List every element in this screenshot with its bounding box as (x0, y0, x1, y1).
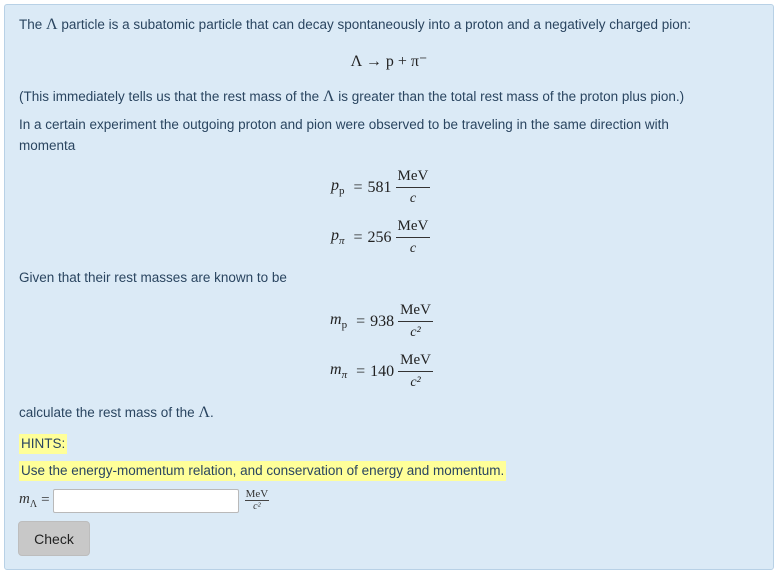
task-text-before: calculate the rest mass of the (19, 405, 199, 420)
mass-symbol: $m_\pi$ (330, 361, 348, 382)
task-text-after: . (209, 405, 214, 420)
equals-sign: = (356, 362, 366, 380)
note-text-before: (This immediately tells us that the rest mass of the (19, 89, 323, 104)
masses-intro: Given that their rest masses are known to be (19, 270, 287, 285)
note-paragraph (19, 87, 684, 107)
problem-panel (4, 4, 774, 570)
intro-text-after: particle is a subatomic particle that can decay spontaneously into a proton and a negatively charged pion: (57, 17, 692, 32)
equals-sign: = (41, 492, 50, 508)
answer-row (19, 488, 269, 513)
lambda-mass-input[interactable] (53, 489, 239, 513)
hint-text: Use the energy-momentum relation, and conservation of energy and momentum. (19, 461, 506, 481)
pion-momentum-equation (331, 217, 430, 258)
equals-sign: = (353, 228, 363, 246)
proton-mass-value: 938 (370, 312, 395, 330)
pion-momentum-value: 256 (367, 228, 392, 246)
lambda-symbol: Λ (198, 404, 210, 421)
equals-sign: = (356, 312, 366, 330)
note-text-after: is greater than the total rest mass of the proton plus pion.) (334, 89, 685, 104)
momentum-symbol: $p_\pi$ (331, 227, 345, 248)
proton-mass-equation (330, 301, 433, 342)
momentum-unit: $\frac{\text{MeV}}{c}$ (397, 168, 429, 206)
momentum-symbol: $p_p$ (331, 177, 345, 198)
check-button[interactable]: Check (18, 521, 90, 556)
mass-unit: $\frac{\text{MeV}}{\text{c²}}$ (400, 302, 431, 340)
intro-paragraph (19, 15, 691, 35)
intro-text-before: The (19, 17, 47, 32)
task-paragraph (19, 403, 214, 423)
proton-momentum-value: 581 (367, 178, 392, 196)
answer-unit: $\frac{\text{MeV}}{\text{c²}}$ (245, 488, 269, 512)
lambda-symbol: Λ (322, 88, 335, 105)
mass-symbol: $m_p$ (330, 311, 348, 332)
experiment-line-1: In a certain experiment the outgoing proton and pion were observed to be traveling in the same direction with (19, 117, 669, 132)
answer-symbol: $m_\Lambda$ (19, 491, 38, 510)
pion-mass-equation (330, 351, 433, 392)
momentum-unit: $\frac{\text{MeV}}{c}$ (397, 218, 429, 256)
pion-mass-value: 140 (370, 362, 395, 380)
lambda-symbol: Λ (46, 16, 58, 33)
hints-label[interactable]: HINTS: (19, 434, 67, 454)
decay-equation: Λ → p + π⁻ (350, 53, 428, 70)
mass-unit: $\frac{\text{MeV}}{\text{c²}}$ (400, 352, 431, 390)
equals-sign: = (353, 178, 363, 196)
experiment-line-2: momenta (19, 138, 76, 153)
proton-momentum-equation (331, 167, 430, 208)
